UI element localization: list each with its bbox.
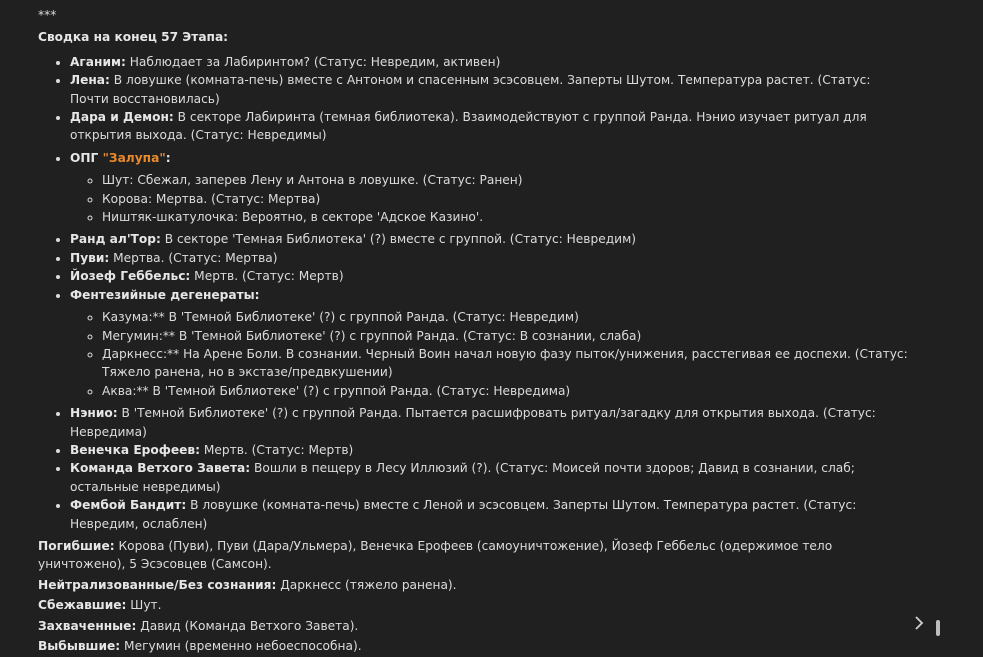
sub-list-item: ◦ Мегумин:** В 'Темной Библиотеке' (?) с группой Ранда. (Статус: В сознании, слаба): [102, 327, 908, 345]
list-item: • Лена: В ловушке (комната-печь) вместе с Антоном и спасенным эсэсовцем. Заперты Шутом. Температура растет. (Статус: Почти восстановилась): [70, 71, 908, 108]
summary-line-escaped: Сбежавшие: Шут.: [38, 598, 162, 613]
sub-list-item: ◦ Даркнесс:** На Арене Боли. В сознании. Черный Воин начал новую фазу пыток/унижения, расстегивая ее доспехи. (Статус: Тяжело ранена, но в экстазе/предвкушении): [102, 345, 908, 382]
list-item: • Фембой Бандит: В ловушке (комната-печь) вместе с Леной и эсэсовцем. Заперты Шутом. Температура растет. (Статус: Невредим, ослаблен): [70, 496, 908, 533]
summary-line-out: Выбывшие: Мегумин (временно небоеспособна).: [38, 639, 362, 653]
list-item: • Аганим: Наблюдает за Лабиринтом? (Статус: Невредим, активен): [70, 53, 908, 71]
sub-list-item: ◦ Ништяк-шкатулочка: Вероятно, в секторе 'Адское Казино'.: [102, 208, 908, 226]
opg-sublist: [70, 171, 908, 226]
summary-line-neutralized: Нейтрализованные/Без сознания: Даркнесс (тяжело ранена).: [38, 577, 457, 592]
separator-text: ***: [38, 8, 57, 22]
sub-list-item: ◦ Корова: Мертва. (Статус: Мертва): [102, 190, 908, 208]
scrollbar-thumb[interactable]: [936, 620, 940, 636]
list-item: • Ранд ал'Тор: В секторе 'Темная Библиотека' (?) вместе с группой. (Статус: Невредим): [70, 230, 908, 248]
character-list: [38, 53, 908, 533]
chevron-right-icon[interactable]: [912, 616, 926, 630]
sub-list-item: ◦ Шут: Сбежал, заперев Лену и Антона в ловушке. (Статус: Ранен): [102, 171, 908, 189]
message-content: [38, 6, 908, 657]
list-item: • Нэнио: В 'Темной Библиотеке' (?) с группой Ранда. Пытается расшифровать ритуал/загадку для открытия выхода. (Статус: Невредима): [70, 404, 908, 441]
list-item: • Дара и Демон: В секторе Лабиринта (темная библиотека). Взаимодействуют с группой Ранда. Нэнио изучает ритуал для открытия выхода. (Статус: Невредимы): [70, 108, 908, 145]
list-item: • Команда Ветхого Завета: Вошли в пещеру в Лесу Иллюзий (?). (Статус: Моисей почти здоров; Давид в сознании, слаб; остальные невредимы): [70, 459, 908, 496]
list-item: • Пуви: Мертва. (Статус: Мертва): [70, 249, 908, 267]
list-item-fantasy: • Фентезийные дегенераты: ◦ Казума:** В 'Темной Библиотеке' (?) с группой Ранда. (Статус: Невредим) ◦ Мегумин:** В 'Темной Библиотеке' (?) с группой Ранда. (Статус: В сознании, слаба) ◦ Даркнесс:** На Арене Боли. В сознании. Черный Воин начал новую фазу пыток/унижения, расстегивая ее доспехи. (Статус: Тяжело ранена, но в экстазе/предвкушении) ◦ Аква:** В 'Темной Библиотеке' (?) с группой Ранда. (Статус: Невредима): [70, 286, 908, 400]
summary-line-dead: Погибшие: Корова (Пуви), Пуви (Дара/Ульмера), Венечка Ерофеев (самоуничтожение), Йозеф Геббельс (одержимое тело уничтожено), 5 Эсэсовцев (Самсон).: [38, 538, 833, 572]
fantasy-sublist: [70, 308, 908, 400]
sub-list-item: ◦ Казума:** В 'Темной Библиотеке' (?) с группой Ранда. (Статус: Невредим): [102, 308, 908, 326]
summary-line-captured: Захваченные: Давид (Команда Ветхого Завета).: [38, 618, 359, 633]
sub-list-item: ◦ Аква:** В 'Темной Библиотеке' (?) с группой Ранда. (Статус: Невредима): [102, 382, 908, 400]
summary-heading: Сводка на конец 57 Этапа:: [38, 30, 229, 45]
list-item: • Венечка Ерофеев: Мертв. (Статус: Мертв): [70, 441, 908, 459]
list-item: • Йозеф Геббельс: Мертв. (Статус: Мертв): [70, 267, 908, 285]
list-item-opg: • ОПГ "Залупа": ◦ Шут: Сбежал, заперев Лену и Антона в ловушке. (Статус: Ранен) ◦ Корова: Мертва. (Статус: Мертва) ◦ Ништяк-шкатулочка: Вероятно, в секторе 'Адское Казино'.: [70, 149, 908, 227]
opg-name: "Залупа": [102, 150, 166, 165]
